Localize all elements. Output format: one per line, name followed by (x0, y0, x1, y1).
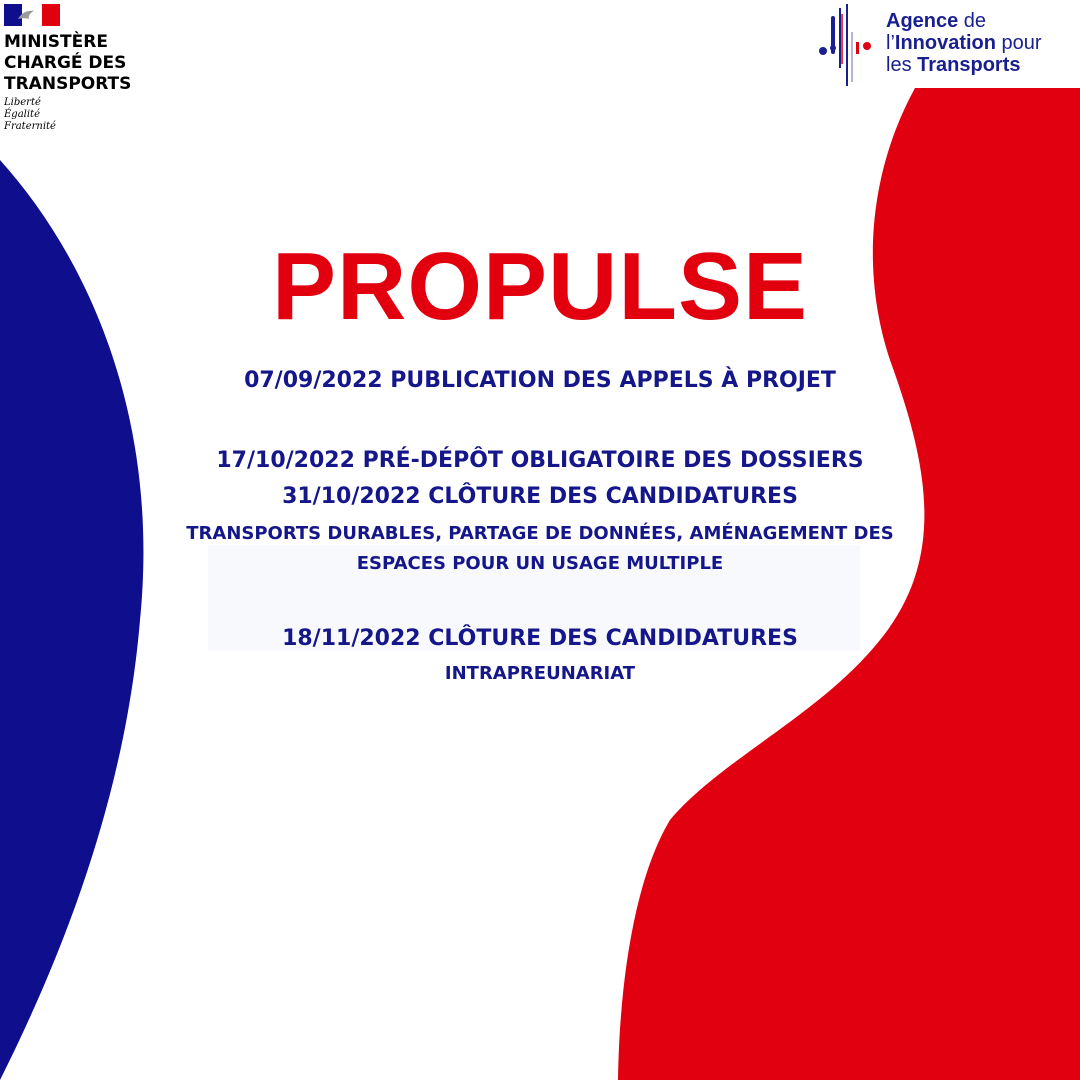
ministere-line: TRANSPORTS (4, 74, 132, 94)
agence-word-agence: Agence (886, 10, 959, 32)
agence-word-transports: Transports (917, 54, 1021, 76)
agence-mark-icon (816, 2, 876, 88)
schedule-line-themes-b: ESPACES POUR UN USAGE MULTIPLE (356, 553, 724, 574)
agence-word-pour: pour (996, 32, 1042, 54)
ministere-line: CHARGÉ DES (4, 53, 127, 73)
schedule-line-intrapreneuriat: INTRAPREUNARIAT (444, 663, 636, 684)
schedule-line-pre-depot: 17/10/2022 PRÉ-DÉPÔT OBLIGATOIRE DES DOSSIERS (216, 448, 864, 473)
agence-word-les: les (886, 54, 918, 76)
schedule-line-publication: 07/09/2022 PUBLICATION DES APPELS À PROJET (244, 368, 836, 393)
ministere-line: MINISTÈRE (4, 32, 108, 52)
agence-logo (816, 2, 1076, 88)
schedule-line-cloture-2: 18/11/2022 CLÔTURE DES CANDIDATURES (282, 626, 798, 651)
agence-word-de: de (958, 10, 987, 32)
motto-line: Fraternité (4, 121, 56, 132)
ministere-logo (4, 4, 131, 133)
motto-line: Liberté (4, 97, 41, 108)
agence-word-innovation: Innovation (894, 32, 996, 54)
schedule-line-cloture-1: 31/10/2022 CLÔTURE DES CANDIDATURES (282, 484, 798, 509)
page-title: PROPULSE (271, 233, 809, 340)
motto-line: Égalité (4, 109, 40, 120)
schedule-line-themes-a: TRANSPORTS DURABLES, PARTAGE DE DONNÉES, AMÉNAGEMENT DES (186, 523, 894, 544)
marianne-flag-icon (4, 4, 60, 26)
agence-apostrophe: l’ (886, 32, 895, 54)
